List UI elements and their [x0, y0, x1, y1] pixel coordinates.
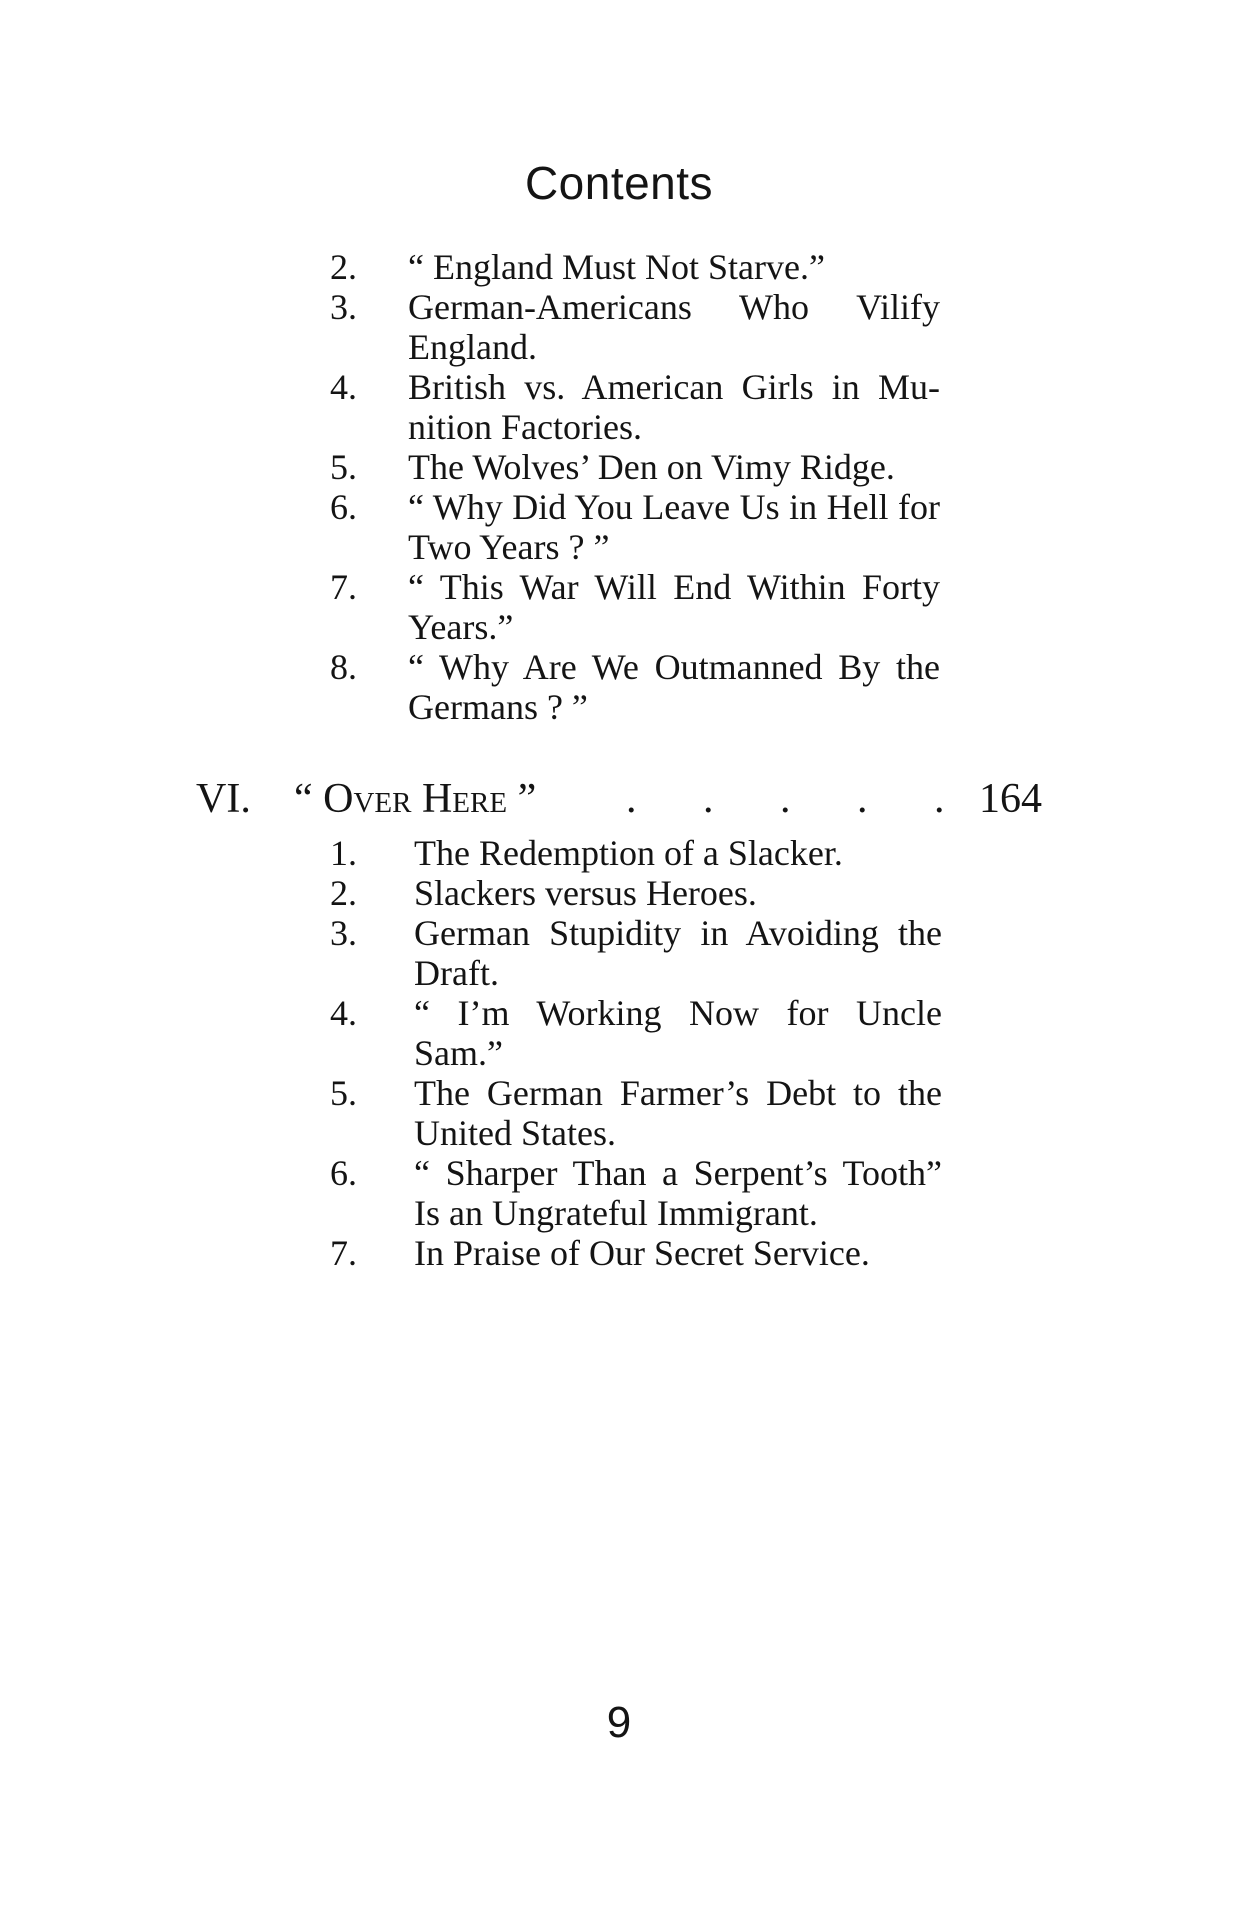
item-number: 7.: [330, 1233, 357, 1273]
item-number: 2.: [330, 247, 357, 287]
item-title: In Praise of Our Secret Service.: [414, 1233, 870, 1273]
item-number: 7.: [330, 567, 357, 607]
chapter-contents-list: [330, 247, 940, 727]
item-title: “ I’m Working Now for Uncle Sam.”: [414, 993, 942, 1073]
item-number: 6.: [330, 487, 357, 527]
item-title: “ This War Will End Within Forty Years.”: [408, 567, 940, 647]
item-number: 5.: [330, 1073, 357, 1113]
item-title: The German Farmer’s Debt to the United States.: [414, 1073, 942, 1153]
section-page-number: 164: [979, 776, 1042, 822]
item-title: The Redemption of a Slacker.: [414, 833, 843, 873]
item-number: 5.: [330, 447, 357, 487]
list-item: [330, 833, 942, 873]
list-item: [330, 287, 940, 367]
list-item: [330, 913, 942, 993]
item-title: The Wolves’ Den on Vimy Ridge.: [408, 447, 895, 487]
list-item: [330, 1073, 942, 1153]
item-title: “ Sharper Than a Serpent’s Tooth” Is an Ungrateful Immigrant.: [414, 1153, 942, 1233]
item-number: 1.: [330, 833, 357, 873]
list-item: [330, 447, 940, 487]
item-number: 3.: [330, 287, 357, 327]
item-title: German-Americans Who Vilify England.: [408, 287, 940, 367]
dot-leader: . . . . .: [626, 776, 973, 822]
list-item: [330, 487, 940, 567]
section-title: “ Over Here ”: [294, 776, 537, 822]
item-title: German Stupidity in Avoiding the Draft.: [414, 913, 942, 993]
section-numeral: VI.: [196, 776, 251, 822]
page-title: Contents: [524, 157, 714, 209]
item-number: 8.: [330, 647, 357, 687]
list-item: [330, 647, 940, 727]
item-number: 6.: [330, 1153, 357, 1193]
item-number: 2.: [330, 873, 357, 913]
section-contents-list: [330, 833, 942, 1273]
section-heading: [196, 774, 1042, 824]
item-number: 4.: [330, 367, 357, 407]
list-item: [330, 247, 940, 287]
item-title: Slackers versus Heroes.: [414, 873, 757, 913]
item-title: British vs. American Girls in Mu- nition Factories.: [408, 367, 940, 447]
item-title: “ Why Did You Leave Us in Hell for Two Years ? ”: [408, 487, 940, 567]
item-title: “ Why Are We Outmanned By the Germans ? ”: [408, 647, 940, 727]
item-number: 4.: [330, 993, 357, 1033]
list-item: [330, 367, 940, 447]
list-item: [330, 873, 942, 913]
page-number: 9: [606, 1698, 632, 1747]
item-title: “ England Must Not Starve.”: [408, 247, 825, 287]
list-item: [330, 993, 942, 1073]
list-item: [330, 1153, 942, 1233]
list-item: [330, 1233, 942, 1273]
item-number: 3.: [330, 913, 357, 953]
list-item: [330, 567, 940, 647]
